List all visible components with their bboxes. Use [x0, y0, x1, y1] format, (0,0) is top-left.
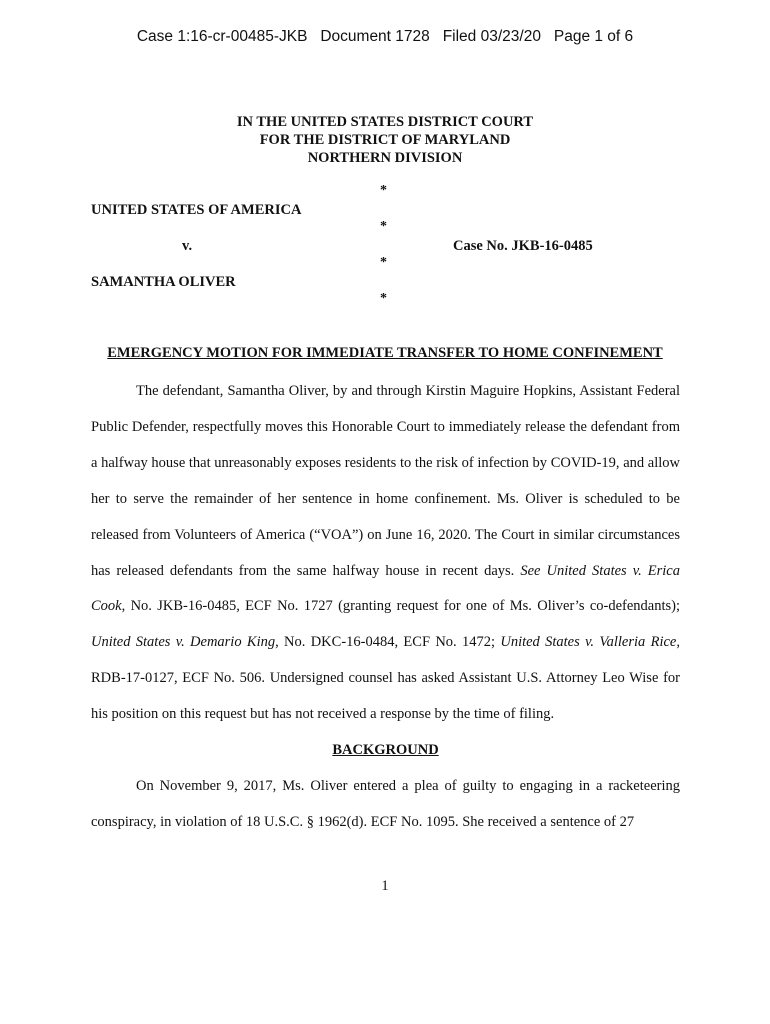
caption-star: *: [380, 255, 387, 270]
case-citation-cook: United States v. Erica Cook: [91, 562, 680, 615]
court-heading: [0, 113, 770, 167]
court-line-2: FOR THE DISTRICT OF MARYLAND: [259, 132, 511, 148]
caption-versus: v.: [182, 238, 193, 254]
header-case-number: Case 1:16-cr-00485-JKB: [136, 28, 308, 45]
document-body: [91, 374, 680, 841]
caption-plaintiff: UNITED STATES OF AMERICA: [91, 202, 302, 218]
paragraph-background: On November 9, 2017, Ms. Oliver entered a plea of guilty to engaging in a racketeering conspiracy, in violation of 18 U.S.C. § 1962(d). ECF No. 1095. She received a sentence of 27: [91, 777, 680, 830]
para1-text-2: , No. JKB-16-0485, ECF No. 1727 (granting request for one of Ms. Oliver’s co-defendants);: [121, 598, 680, 615]
motion-title: EMERGENCY MOTION FOR IMMEDIATE TRANSFER TO HOME CONFINEMENT: [107, 345, 663, 361]
caption-case-number: Case No. JKB-16-0485: [453, 238, 593, 254]
header-document: Document 1728: [320, 28, 430, 45]
ecf-header: [0, 28, 770, 46]
caption-star: *: [380, 291, 387, 306]
para1-text-1: The defendant, Samantha Oliver, by and through Kirstin Maguire Hopkins, Assistant Federal Public Defender, respectfully moves this Honorable Court to immediately release the defendant from a halfway house that unreasonably exposes residents to the risk of infection by COVID-19, and allow her to serve the remainder of her sentence in home confinement. Ms. Oliver is scheduled to be released from Volunteers of America (“VOA”) on June 16, 2020. The Court in similar circumstances has released defendants from the same halfway house in recent days.: [91, 383, 680, 579]
case-citation-rice: United States v. Valleria Rice: [500, 634, 677, 651]
caption-star: *: [380, 183, 387, 198]
para1-text-4: , RDB-17-0127, ECF No. 506. Undersigned counsel has asked Assistant U.S. Attorney Leo Wise for his position on this request but has not received a response by the time of filing.: [91, 634, 680, 723]
page-number: 1: [381, 878, 389, 894]
court-line-3: NORTHERN DIVISION: [307, 150, 463, 166]
header-filed-date: Filed 03/23/20: [442, 28, 541, 45]
background-heading: BACKGROUND: [332, 742, 439, 759]
caption-defendant: SAMANTHA OLIVER: [91, 274, 236, 290]
signal-see: See: [520, 562, 541, 579]
case-citation-king: United States v. Demario King: [91, 634, 276, 651]
header-page: Page 1 of 6: [553, 28, 634, 45]
court-line-1: IN THE UNITED STATES DISTRICT COURT: [236, 114, 534, 130]
caption-star: *: [380, 219, 387, 234]
paragraph-motion: [91, 374, 680, 733]
para1-text-3: , No. DKC-16-0484, ECF No. 1472;: [275, 634, 501, 651]
